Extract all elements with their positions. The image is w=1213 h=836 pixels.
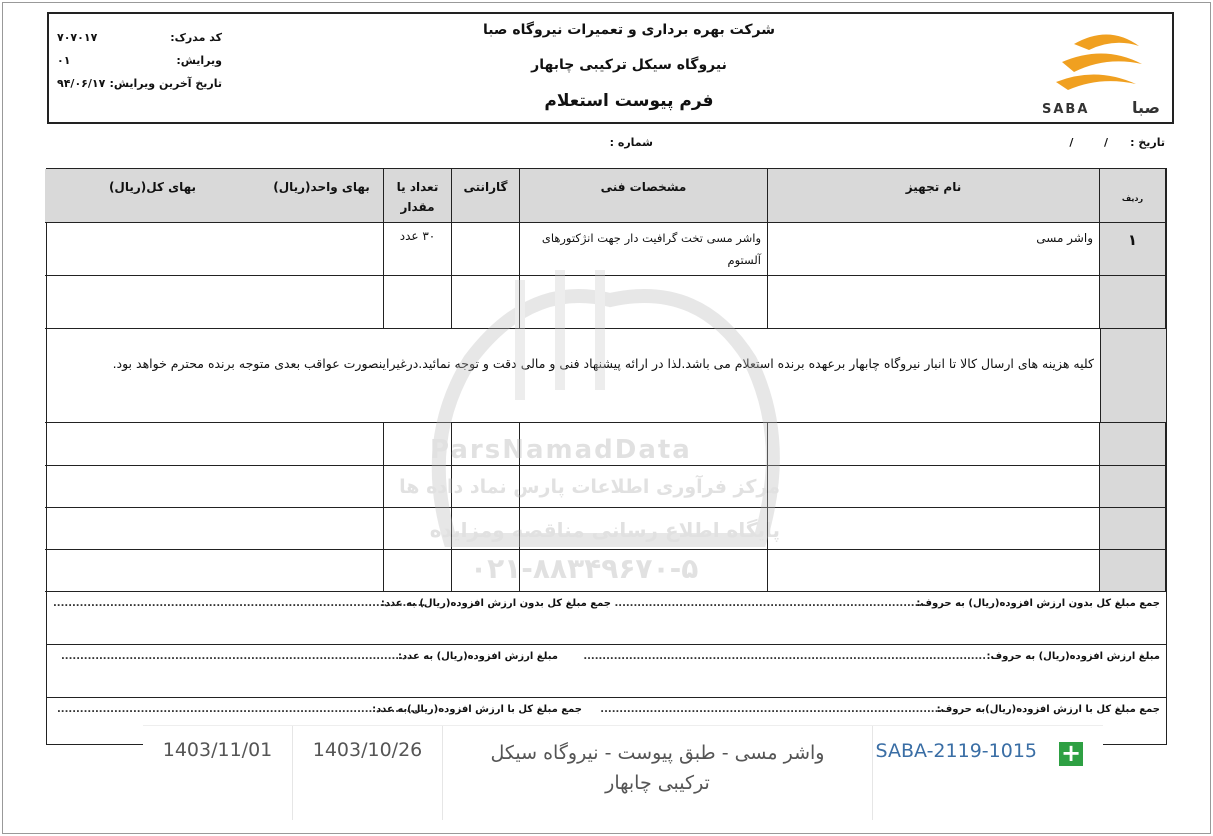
empty-cell [260, 423, 384, 466]
expand-plus-icon[interactable]: + [1060, 739, 1082, 767]
sum-digits-label: جمع مبلغ کل بدون ارزش افزوده(ریال) به عدد: [380, 598, 611, 609]
empty-cell [384, 466, 452, 508]
col-header-row: ردیف [1100, 169, 1166, 223]
dots: ........................................................................................... [600, 704, 946, 715]
item-unit-price [260, 223, 384, 276]
item-warranty [452, 223, 520, 276]
col-header-spec: مشخصات فنی [520, 169, 768, 223]
empty-cell [768, 550, 1100, 592]
logo-text-fa: صبا [1132, 98, 1160, 117]
empty-row-number [1100, 508, 1166, 550]
dots: ................................................................................................. [57, 704, 426, 715]
tender-info-bar[interactable] [143, 725, 1103, 819]
number-label: شماره : [609, 136, 653, 149]
shipping-note: کلیه هزینه های ارسال کالا تا انبار نیروگاه چابهار برعهده برنده استعلام می باشد.لذا در ارائه پیشنهاد فنی و مالی دقت و توجه نمائید.درغیراینصورت عواقب بعدی متوجه برنده محترم خواهد بود. [112, 356, 1094, 371]
empty-cell [452, 550, 520, 592]
tender-date2-cell [143, 726, 293, 820]
empty-cell [452, 508, 520, 550]
logo-text-en: SABA [1042, 102, 1090, 117]
empty-cell [520, 276, 768, 329]
dots: .................................................................................................. [53, 598, 426, 609]
meta-row [57, 26, 222, 49]
item-spec: واشر مسی تخت گرافیت دار جهت انژکتورهای آلستوم [541, 231, 761, 267]
date-slashes: / / [1069, 136, 1108, 149]
watermark-line1: مرکز فرآوری اطلاعات پارس نماد داده ها [399, 476, 780, 498]
item-name: واشر مسی [1036, 231, 1093, 245]
item-name-cell [768, 223, 1100, 276]
sum-row-vat [47, 645, 1166, 698]
dots: .................................................................................. [614, 598, 926, 609]
sum-words-label: مبلغ ارزش افزوده(ریال) به حروف: [986, 651, 1160, 662]
document-meta [57, 26, 222, 95]
empty-cell [384, 508, 452, 550]
inquiry-table [46, 168, 1167, 745]
col-header-name: نام تجهیز [768, 169, 1100, 223]
row-number-cell [1100, 223, 1166, 276]
watermark-phone: ۰۲۱-۸۸۳۴۹۶۷۰-۵ [470, 552, 699, 585]
meta-label: ویرایش: [176, 54, 222, 67]
sum-digits-label: جمع مبلغ کل با ارزش افزوده(ریال)به عدد: [372, 704, 582, 715]
meta-row [57, 72, 222, 95]
col-header-total-price: بهای کل(ریال) [45, 169, 260, 223]
saba-logo [1034, 24, 1164, 120]
tender-title-cell [443, 726, 873, 820]
empty-cell [520, 550, 768, 592]
tender-date-start: 1403/10/26 [312, 739, 423, 761]
empty-cell [384, 550, 452, 592]
empty-row-number [1100, 550, 1166, 592]
empty-cell [384, 423, 452, 466]
empty-cell [768, 466, 1100, 508]
tender-code[interactable]: SABA-2119-1015 [875, 740, 1037, 762]
empty-cell [768, 423, 1100, 466]
empty-cell [260, 276, 384, 329]
item-qty: ۳۰ عدد [399, 229, 436, 243]
meta-row [57, 49, 222, 72]
empty-row-number [1100, 423, 1166, 466]
sum-words-label: جمع مبلغ کل بدون ارزش افزوده(ریال) به حروف: [916, 598, 1160, 609]
empty-cell [452, 466, 520, 508]
empty-cell [45, 550, 260, 592]
sum-digits-label: مبلغ ارزش افزوده(ریال) به عدد: [398, 651, 558, 662]
empty-cell [384, 276, 452, 329]
item-total-price [45, 223, 260, 276]
tender-title: واشر مسی - طبق پیوست - نیروگاه سیکل ترکیبی چابهار [490, 742, 825, 794]
col-header-warranty: گارانتی [452, 169, 520, 223]
meta-value: ۰۱ [57, 54, 71, 67]
sum-words-label: جمع مبلغ کل با ارزش افزوده(ریال)به حروف: [936, 704, 1160, 715]
watermark-brand: ParsNamadData [430, 435, 692, 465]
tender-date-end: 1403/11/01 [162, 739, 273, 761]
meta-label: کد مدرک: [170, 31, 222, 44]
empty-cell [260, 550, 384, 592]
empty-cell [768, 508, 1100, 550]
form-title: فرم پیوست استعلام [544, 91, 714, 111]
empty-cell [768, 276, 1100, 329]
dots: ............................................................................................. [61, 651, 415, 662]
empty-row-number [1100, 276, 1166, 329]
tender-date1-cell [293, 726, 443, 820]
col-header-qty: تعداد یا مقدار [384, 169, 452, 223]
empty-cell [45, 466, 260, 508]
empty-cell [45, 508, 260, 550]
plant-name: نیروگاه سیکل ترکیبی چابهار [531, 57, 727, 73]
meta-label: تاریخ آخرین ویرایش: [109, 77, 222, 90]
empty-cell [452, 423, 520, 466]
watermark-line2: پایگاه اطلاع رسانی مناقصه ومزایده [429, 518, 780, 542]
tender-code-cell[interactable] [873, 726, 1103, 820]
empty-cell [520, 423, 768, 466]
meta-value: ۷۰۷۰۱۷ [57, 31, 98, 44]
empty-cell [260, 508, 384, 550]
sum-row-without-vat [47, 592, 1166, 645]
empty-row-number [1100, 466, 1166, 508]
note-row [45, 329, 1166, 423]
empty-cell [45, 423, 260, 466]
dots: .......................................................................................................... [583, 651, 986, 662]
date-label: تاریخ : [1130, 136, 1165, 149]
company-name: شرکت بهره برداری و تعمیرات نیروگاه صبا [482, 22, 776, 38]
row-number: ۱ [1127, 231, 1138, 249]
empty-cell [260, 466, 384, 508]
empty-cell [520, 466, 768, 508]
meta-value: ۹۴/۰۶/۱۷ [57, 77, 106, 90]
document-header [47, 12, 1174, 124]
col-header-unit-price: بهای واحد(ریال) [260, 169, 384, 223]
empty-cell [45, 276, 260, 329]
item-spec-cell [520, 223, 768, 276]
empty-cell [452, 276, 520, 329]
empty-cell [520, 508, 768, 550]
item-qty-cell [384, 223, 452, 276]
note-row-number [1100, 329, 1166, 422]
